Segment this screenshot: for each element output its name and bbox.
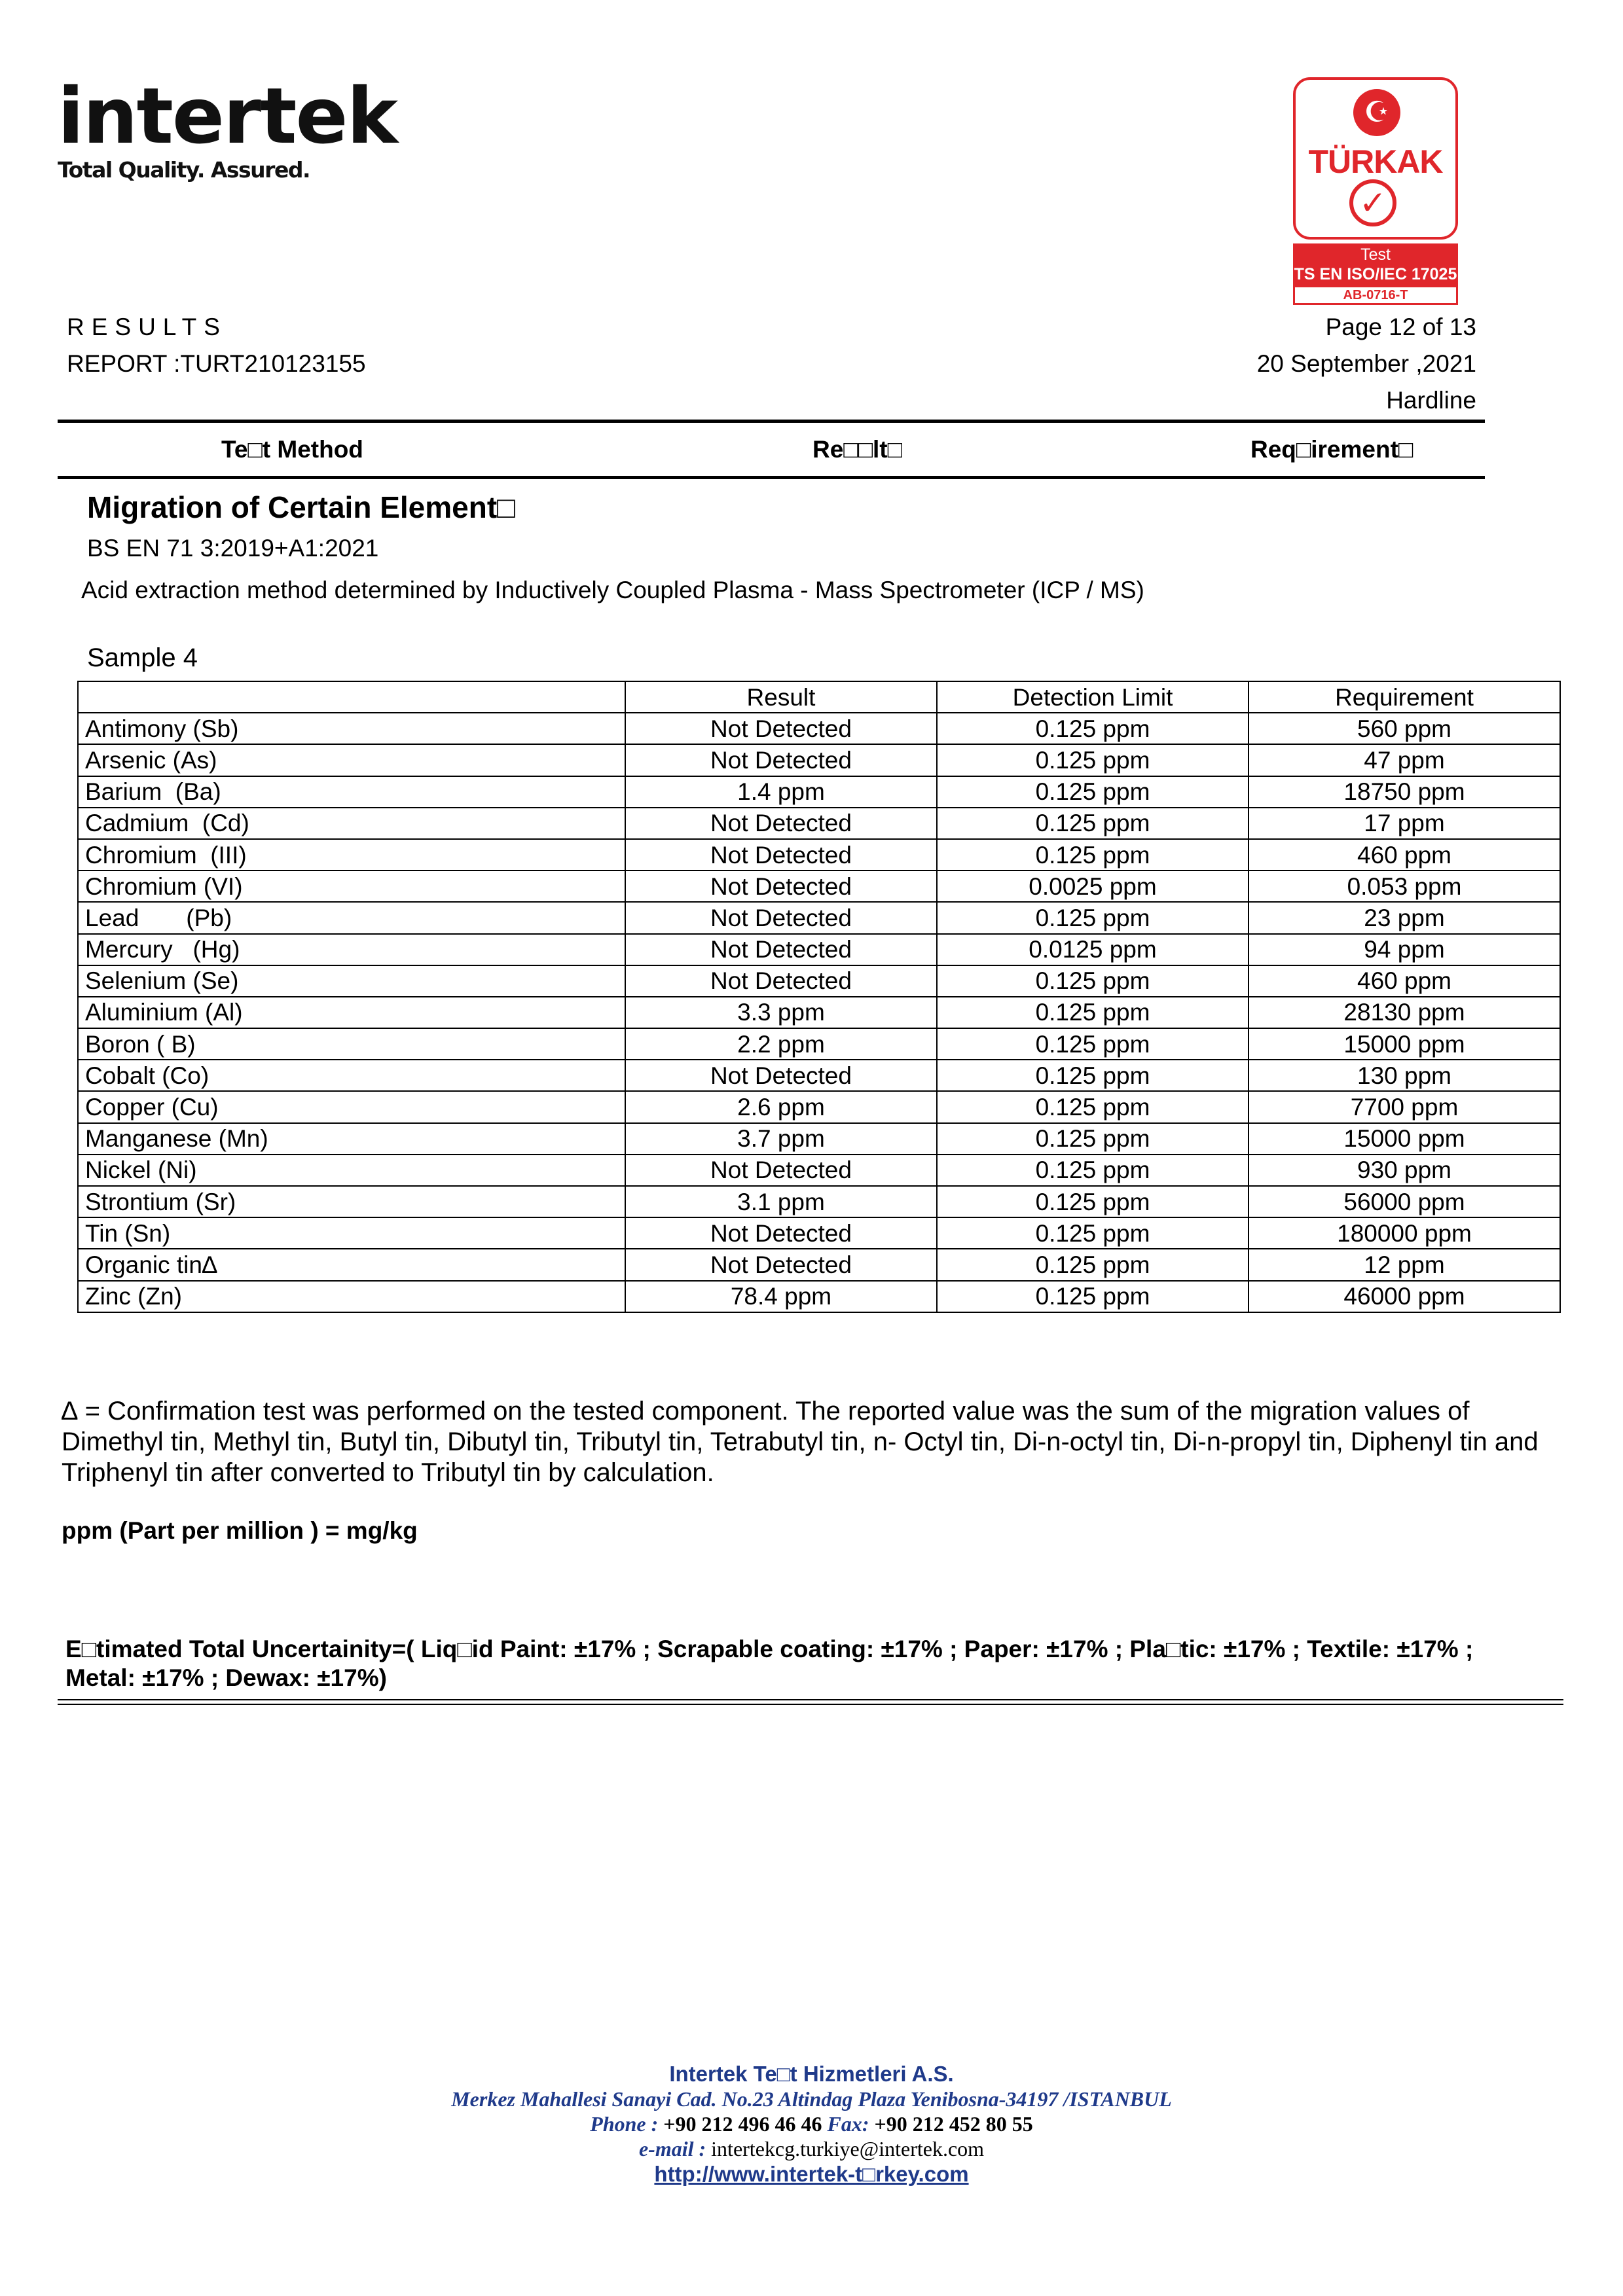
requirement-cell: 460 ppm — [1249, 965, 1560, 997]
header-cell-detection-limit: Detection Limit — [937, 681, 1249, 713]
detection-limit-cell: 0.125 ppm — [937, 1060, 1249, 1091]
report-date: 20 September ,2021 — [1256, 350, 1476, 377]
crescent-star-icon: ☪ — [1353, 89, 1400, 136]
requirement-cell: 47 ppm — [1249, 744, 1560, 776]
uncertainty-line-1: E□timated Total Uncertainity=( Liq□id Paint: ±17% ; Scrapable coating: ±17% ; Paper: ±17% ; Pla□tic: ±17% ; Textile: ±17% ; — [65, 1636, 1474, 1662]
result-cell: Not Detected — [625, 1060, 937, 1091]
detection-limit-cell: 0.125 ppm — [937, 1249, 1249, 1280]
table-header-row — [78, 681, 1560, 713]
result-cell: 2.2 ppm — [625, 1028, 937, 1060]
closing-rule-top — [58, 1699, 1563, 1700]
requirement-cell: 15000 ppm — [1249, 1123, 1560, 1155]
footer-email-line — [0, 2136, 1623, 2161]
detection-limit-cell: 0.125 ppm — [937, 902, 1249, 933]
detection-limit-cell: 0.125 ppm — [937, 1281, 1249, 1312]
result-cell: 3.3 ppm — [625, 997, 937, 1028]
column-requirements: Req□irement□ — [1250, 436, 1413, 463]
detection-limit-cell: 0.125 ppm — [937, 1155, 1249, 1186]
detection-limit-cell: 0.125 ppm — [937, 997, 1249, 1028]
table-row — [78, 870, 1560, 902]
detection-limit-cell: 0.125 ppm — [937, 1123, 1249, 1155]
requirement-cell: 28130 ppm — [1249, 997, 1560, 1028]
division-label: Hardline — [1386, 387, 1476, 414]
results-heading: RESULTS — [67, 314, 227, 340]
result-cell: Not Detected — [625, 1155, 937, 1186]
requirement-cell: 0.053 ppm — [1249, 870, 1560, 902]
badge-code: AB-0716-T — [1293, 285, 1458, 305]
badge-strip — [1293, 243, 1458, 305]
report-number: REPORT :TURT210123155 — [67, 350, 366, 377]
detection-limit-cell: 0.125 ppm — [937, 713, 1249, 744]
sample-label: Sample 4 — [87, 643, 198, 672]
intertek-logo — [58, 71, 397, 183]
table-row — [78, 1091, 1560, 1122]
footer-address: Merkez Mahallesi Sanayi Cad. No.23 Altindag Plaza Yenibosna-34197 /ISTANBUL — [451, 2087, 1172, 2111]
requirement-cell: 7700 ppm — [1249, 1091, 1560, 1122]
logo-tagline: Total Quality. Assured. — [58, 157, 310, 183]
table-row — [78, 1281, 1560, 1312]
table-row — [78, 808, 1560, 839]
header-top-rule — [58, 420, 1485, 423]
page-number: Page 12 of 13 — [1325, 314, 1476, 340]
result-cell: Not Detected — [625, 965, 937, 997]
table-row — [78, 1186, 1560, 1217]
element-cell: Antimony (Sb) — [78, 713, 625, 744]
element-cell: Tin (Sn) — [78, 1217, 625, 1249]
website-link[interactable]: http://www.intertek-t□rkey.com — [654, 2162, 969, 2186]
result-cell: Not Detected — [625, 1249, 937, 1280]
header-cell-result: Result — [625, 681, 937, 713]
confirmation-note: ∆ = Confirmation test was performed on the tested component. The reported value was the sum of the migration values of Dimethyl tin, Methyl tin, Butyl tin, Dibutyl tin, Tributyl tin, Tetrabutyl tin, n- Octyl tin, Di-n-octyl tin, Di-n-propyl tin, Diphenyl tin and Triphenyl tin after converted to Tributyl tin by calculation. — [62, 1397, 1539, 1487]
element-cell: Arsenic (As) — [78, 744, 625, 776]
result-cell: Not Detected — [625, 870, 937, 902]
detection-limit-cell: 0.125 ppm — [937, 776, 1249, 808]
detection-limit-cell: 0.125 ppm — [937, 1091, 1249, 1122]
fax-label: Fax: — [827, 2112, 869, 2136]
header-bottom-rule — [58, 476, 1485, 479]
footer-company: Intertek Te□t Hizmetleri A.S. — [669, 2062, 954, 2086]
requirement-cell: 12 ppm — [1249, 1249, 1560, 1280]
section-title: Migration of Certain Element□ — [87, 490, 515, 524]
result-cell: Not Detected — [625, 934, 937, 965]
table-body — [78, 713, 1560, 1312]
detection-limit-cell: 0.125 ppm — [937, 1186, 1249, 1217]
requirement-cell: 17 ppm — [1249, 808, 1560, 839]
result-cell: 3.7 ppm — [625, 1123, 937, 1155]
result-cell: 78.4 ppm — [625, 1281, 937, 1312]
table-row — [78, 1028, 1560, 1060]
results-table — [77, 681, 1561, 1313]
table-row — [78, 839, 1560, 870]
result-cell: Not Detected — [625, 744, 937, 776]
element-cell: Lead (Pb) — [78, 902, 625, 933]
checkmark-icon: ✓ — [1349, 179, 1396, 226]
element-cell: Mercury (Hg) — [78, 934, 625, 965]
test-method-description: Acid extraction method determined by Inductively Coupled Plasma - Mass Spectrometer (ICP / MS) — [81, 577, 1144, 603]
column-results: Re□□lt□ — [812, 436, 902, 463]
element-cell: Chromium (III) — [78, 839, 625, 870]
element-cell: Boron ( B) — [78, 1028, 625, 1060]
result-cell: 1.4 ppm — [625, 776, 937, 808]
requirement-cell: 46000 ppm — [1249, 1281, 1560, 1312]
table-row — [78, 1249, 1560, 1280]
requirement-cell: 56000 ppm — [1249, 1186, 1560, 1217]
detection-limit-cell: 0.125 ppm — [937, 808, 1249, 839]
element-cell: Selenium (Se) — [78, 965, 625, 997]
element-cell: Barium (Ba) — [78, 776, 625, 808]
ppm-definition: ppm (Part per million ) = mg/kg — [62, 1517, 418, 1544]
table-row — [78, 1217, 1560, 1249]
element-cell: Cobalt (Co) — [78, 1060, 625, 1091]
fax-number: +90 212 452 80 55 — [874, 2112, 1033, 2136]
element-cell: Strontium (Sr) — [78, 1186, 625, 1217]
result-cell: Not Detected — [625, 808, 937, 839]
table-row — [78, 934, 1560, 965]
detection-limit-cell: 0.125 ppm — [937, 744, 1249, 776]
result-cell: Not Detected — [625, 713, 937, 744]
column-test-method: Te□t Method — [221, 436, 363, 463]
element-cell: Copper (Cu) — [78, 1091, 625, 1122]
logo-wordmark: intertek — [58, 71, 397, 161]
table-row — [78, 1060, 1560, 1091]
result-cell: 2.6 ppm — [625, 1091, 937, 1122]
element-cell: Cadmium (Cd) — [78, 808, 625, 839]
requirement-cell: 460 ppm — [1249, 839, 1560, 870]
uncertainty-line-2: Metal: ±17% ; Dewax: ±17%) — [65, 1664, 387, 1691]
badge-name: TÜRKAK — [1308, 143, 1443, 180]
requirement-cell: 15000 ppm — [1249, 1028, 1560, 1060]
table-row — [78, 1155, 1560, 1186]
detection-limit-cell: 0.0125 ppm — [937, 934, 1249, 965]
header-cell-element — [78, 681, 625, 713]
badge-frame — [1293, 77, 1458, 240]
element-cell: Organic tin∆ — [78, 1249, 625, 1280]
requirement-cell: 560 ppm — [1249, 713, 1560, 744]
requirement-cell: 180000 ppm — [1249, 1217, 1560, 1249]
table-row — [78, 1123, 1560, 1155]
element-cell: Manganese (Mn) — [78, 1123, 625, 1155]
table-row — [78, 713, 1560, 744]
detection-limit-cell: 0.125 ppm — [937, 1028, 1249, 1060]
requirement-cell: 130 ppm — [1249, 1060, 1560, 1091]
table-row — [78, 744, 1560, 776]
detection-limit-cell: 0.125 ppm — [937, 965, 1249, 997]
test-standard: BS EN 71 3:2019+A1:2021 — [87, 535, 379, 562]
table-row — [78, 902, 1560, 933]
detection-limit-cell: 0.125 ppm — [937, 1217, 1249, 1249]
element-cell: Aluminium (Al) — [78, 997, 625, 1028]
phone-label: Phone : — [590, 2112, 659, 2136]
footer-contact-line — [0, 2111, 1623, 2136]
requirement-cell: 23 ppm — [1249, 902, 1560, 933]
result-cell: Not Detected — [625, 1217, 937, 1249]
uncertainty-note — [65, 1635, 1571, 1693]
requirement-cell: 18750 ppm — [1249, 776, 1560, 808]
element-cell: Chromium (VI) — [78, 870, 625, 902]
turkak-accreditation-badge — [1293, 77, 1458, 305]
email-address[interactable]: intertekcg.turkiye@intertek.com — [711, 2137, 985, 2161]
badge-test-label: Test — [1360, 245, 1391, 264]
badge-standard: TS EN ISO/IEC 17025 — [1294, 265, 1457, 283]
element-cell: Nickel (Ni) — [78, 1155, 625, 1186]
result-cell: Not Detected — [625, 839, 937, 870]
detection-limit-cell: 0.125 ppm — [937, 839, 1249, 870]
table-row — [78, 997, 1560, 1028]
email-label: e-mail : — [638, 2137, 706, 2161]
requirement-cell: 94 ppm — [1249, 934, 1560, 965]
result-cell: 3.1 ppm — [625, 1186, 937, 1217]
closing-rule-bottom — [58, 1704, 1563, 1705]
element-cell: Zinc (Zn) — [78, 1281, 625, 1312]
phone-number: +90 212 496 46 46 — [663, 2112, 822, 2136]
requirement-cell: 930 ppm — [1249, 1155, 1560, 1186]
result-cell: Not Detected — [625, 902, 937, 933]
header-cell-requirement: Requirement — [1249, 681, 1560, 713]
detection-limit-cell: 0.0025 ppm — [937, 870, 1249, 902]
footer — [0, 2062, 1623, 2187]
table-row — [78, 965, 1560, 997]
table-row — [78, 776, 1560, 808]
